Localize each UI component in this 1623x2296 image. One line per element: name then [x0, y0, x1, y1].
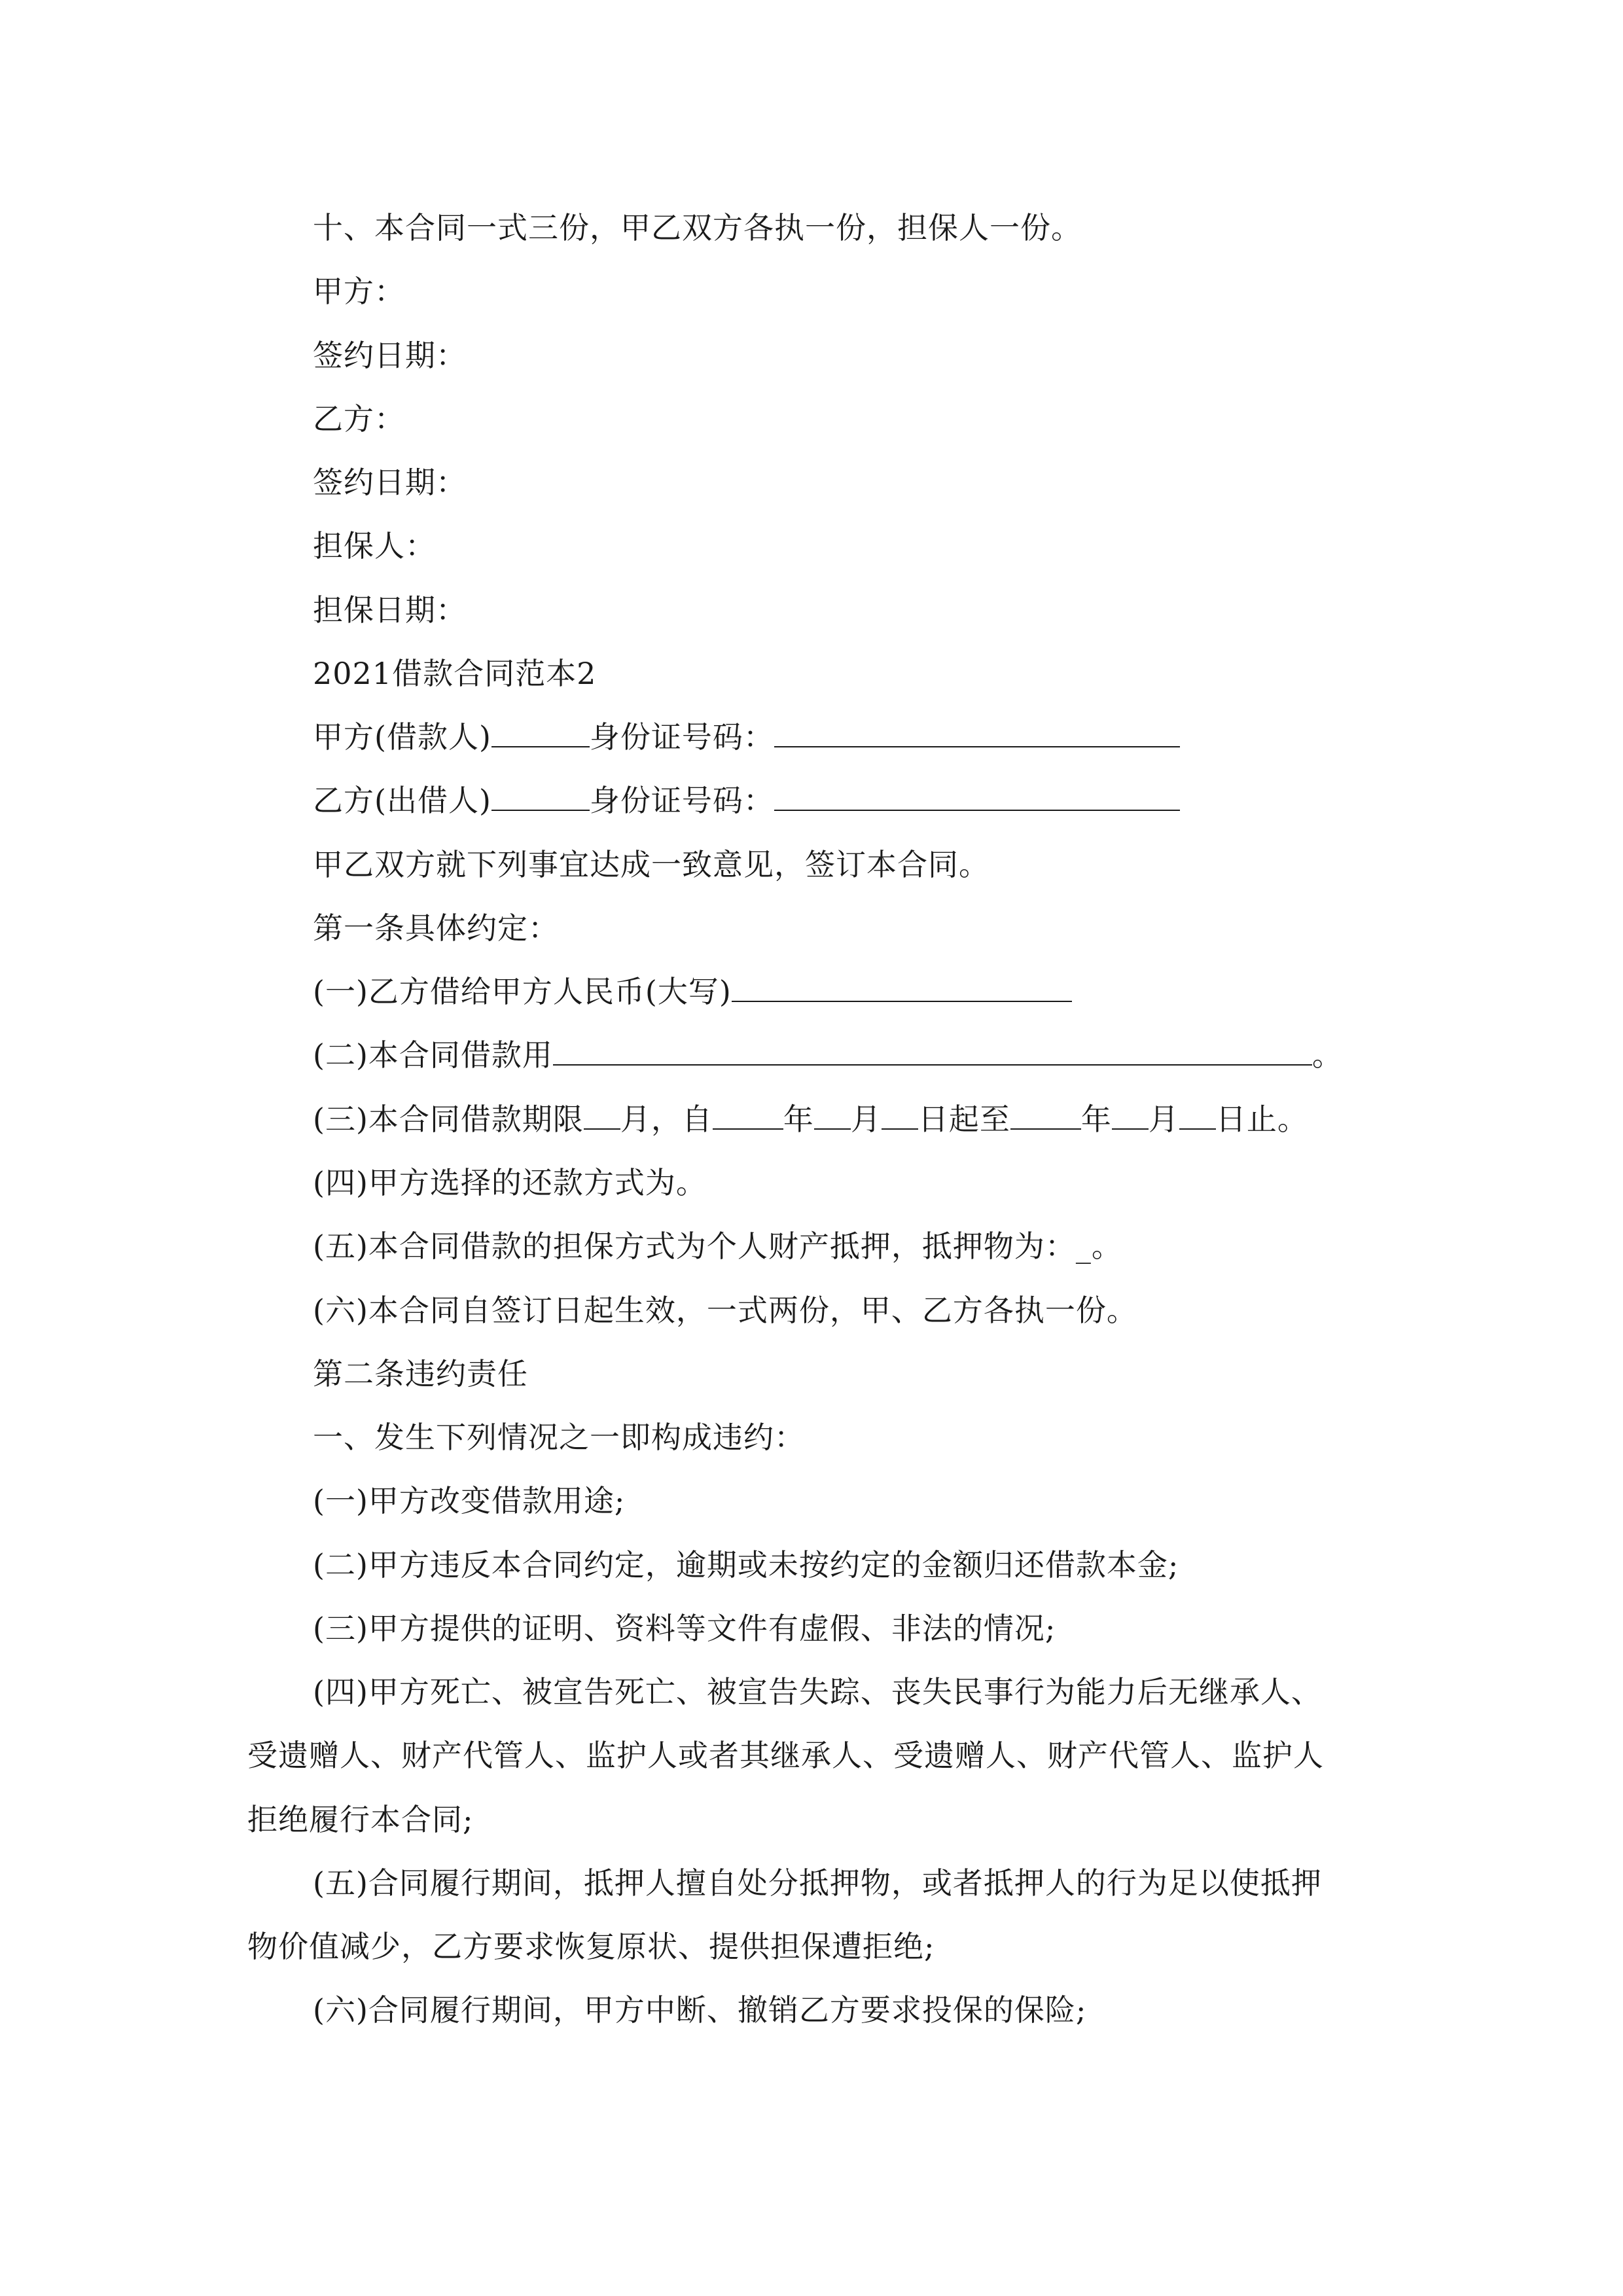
default-item-6: (六)合同履行期间，甲方中断、撤销乙方要求投保的保险;: [313, 1992, 1087, 2028]
until-label: 日起至: [918, 1102, 1010, 1137]
article-one-heading: 第一条具体约定：: [313, 910, 559, 946]
party-b-sign-date-label: 签约日期：: [313, 465, 467, 500]
year-label: 年: [1080, 1102, 1112, 1137]
start-day-blank: [882, 1100, 918, 1130]
guarantor-label: 担保人：: [313, 528, 436, 564]
default-item-1: (一)甲方改变借款用途;: [313, 1483, 626, 1518]
default-item-4-line1: (四)甲方死亡、被宣告死亡、被宣告失踪、丧失民事行为能力后无继承人、: [313, 1674, 1322, 1710]
term-from-label: 月，自: [620, 1102, 713, 1137]
lender-name-blank: [491, 781, 590, 811]
loan-purpose-label: (二)本合同借款用: [313, 1037, 553, 1073]
loan-purpose-end: 。: [1311, 1037, 1343, 1073]
borrower-id-label: 身份证号码：: [589, 719, 774, 755]
loan-amount-line: [313, 972, 1072, 1011]
default-intro: 一、发生下列情况之一即构成违约：: [313, 1420, 805, 1455]
loan-amount-label: (一)乙方借给甲方人民币(大写): [313, 974, 732, 1009]
loan-purpose-blank: [553, 1035, 1312, 1066]
borrower-id-blank: [774, 717, 1180, 747]
default-item-5-line2: 物价值减少，乙方要求恢复原状、提供担保遭拒绝;: [247, 1929, 935, 1964]
agreement-statement: 甲乙双方就下列事宜达成一致意见，签订本合同。: [313, 847, 990, 882]
end-month-blank: [1112, 1100, 1149, 1130]
end-day-blank: [1179, 1100, 1216, 1130]
party-a-label: 甲方：: [313, 274, 405, 309]
month-label: 月: [1148, 1102, 1179, 1137]
year-label: 年: [783, 1102, 814, 1137]
default-item-2: (二)甲方违反本合同约定，逾期或未按约定的金额归还借款本金;: [313, 1547, 1179, 1583]
lender-id-blank: [774, 781, 1180, 811]
loan-amount-blank: [732, 972, 1072, 1002]
start-year-blank: [713, 1100, 783, 1130]
template-title: 2021借款合同范本2: [313, 656, 597, 691]
start-month-blank: [814, 1100, 851, 1130]
loan-term-line: [313, 1100, 1308, 1139]
loan-purpose-line: [313, 1035, 1343, 1075]
party-b-label: 乙方：: [313, 401, 405, 437]
party-a-sign-date-label: 签约日期：: [313, 338, 467, 373]
default-item-4-line3: 拒绝履行本合同;: [247, 1802, 474, 1837]
end-label: 日止。: [1215, 1102, 1308, 1137]
loan-term-label: (三)本合同借款期限: [313, 1102, 584, 1137]
clause-ten: 十、本合同一式三份，甲乙双方各执一份，担保人一份。: [313, 210, 1082, 245]
month-label: 月: [850, 1102, 882, 1137]
article-two-heading: 第二条违约责任: [313, 1356, 528, 1391]
end-year-blank: [1010, 1100, 1081, 1130]
repayment-method: (四)甲方选择的还款方式为。: [313, 1165, 707, 1200]
guarantee-method: (五)本合同借款的担保方式为个人财产抵押，抵押物为：_。: [313, 1229, 1122, 1264]
lender-label: 乙方(出借人): [313, 783, 491, 818]
term-months-blank: [584, 1100, 620, 1130]
effective-clause: (六)本合同自签订日起生效，一式两份，甲、乙方各执一份。: [313, 1293, 1137, 1328]
lender-line: [313, 781, 1180, 820]
default-item-5-line1: (五)合同履行期间，抵押人擅自处分抵押物，或者抵押人的行为足以使抵押: [313, 1865, 1322, 1901]
lender-id-label: 身份证号码：: [589, 783, 774, 818]
default-item-4-line2: 受遗赠人、财产代管人、监护人或者其继承人、受遗赠人、财产代管人、监护人: [247, 1738, 1324, 1773]
borrower-line: [313, 717, 1180, 757]
borrower-name-blank: [491, 717, 590, 747]
guarantee-date-label: 担保日期：: [313, 592, 467, 628]
borrower-label: 甲方(借款人): [313, 719, 491, 755]
default-item-3: (三)甲方提供的证明、资料等文件有虚假、非法的情况;: [313, 1611, 1056, 1646]
